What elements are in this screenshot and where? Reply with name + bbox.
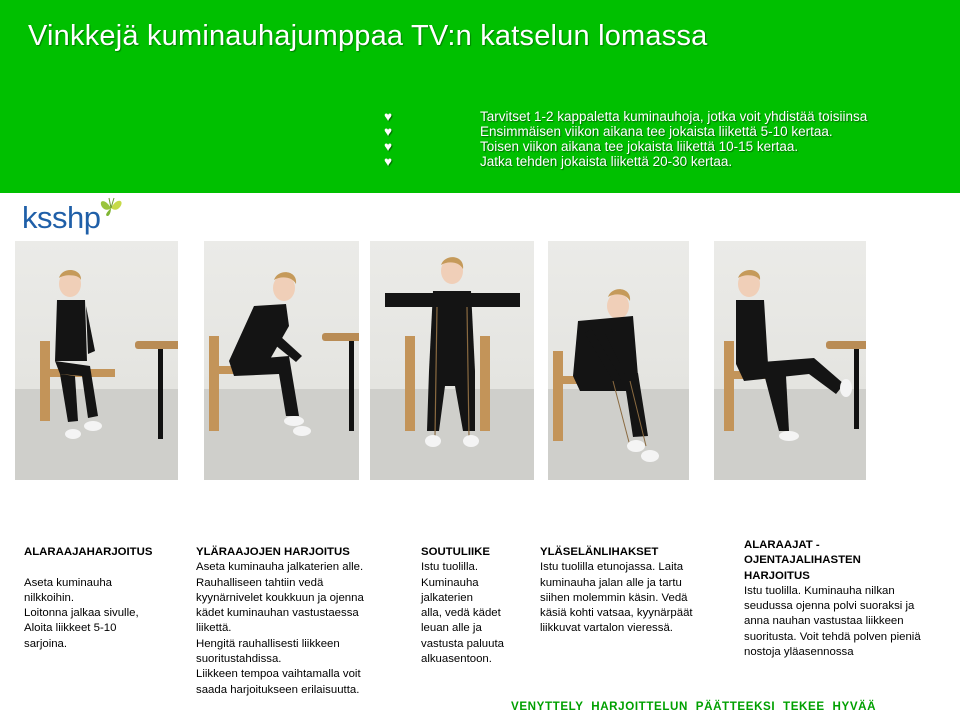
exercise-line: Rauhalliseen tahtiin vedä [196,576,324,589]
butterfly-icon [96,196,126,218]
exercise-description-4 [540,545,730,637]
exercise-heading: YLÄRAAJOJEN HARJOITUS [196,546,350,558]
exercise-line: Aloita liikkeet 5-10 [24,622,117,635]
exercise-line: Istu tuolilla. Kuminauha nilkan [744,584,895,597]
exercise-line: nostoja yläasennossa [744,646,854,659]
exercise-heading: YLÄSELÄNLIHAKSET [540,546,659,558]
tip-item [384,139,960,154]
exercise-line: kädet kuminauhan vastustaessa [196,607,359,620]
exercise-photo-4 [548,241,689,480]
tip-text: Ensimmäisen viikon aikana tee jokaista liikettä 5-10 kertaa. [480,124,833,139]
exercise-line: anna nauhan vastustaa liikkeen [744,615,904,628]
exercise-line: vastusta paluuta [421,637,504,650]
exercise-line: Istu tuolilla etunojassa. Laita [540,561,684,574]
exercise-heading: SOUTULIIKE [421,546,490,558]
exercise-description-5 [744,538,956,660]
tip-text: Tarvitset 1-2 kappaletta kuminauhoja, jotka voit yhdistää toisiinsa [480,109,868,124]
exercise-photo-1 [15,241,178,480]
exercise-line: kyynärnivelet koukkuun ja ojenna [196,591,364,604]
exercise-line: nilkkoihin. [24,591,75,604]
exercise-line: liikkuvat vartalon vieressä. [540,622,673,635]
exercise-photo-5 [714,241,866,480]
exercise-line: Aseta kuminauha jalkaterien alle. [196,561,364,574]
person-figure [724,266,864,466]
heart-icon: ♥ [384,109,393,124]
header-banner [0,0,960,193]
exercise-line [24,560,184,575]
exercise-line: kuminauha jalan alle ja tartu [540,576,682,589]
ksshp-logo [22,196,132,244]
person-figure [375,251,530,466]
exercise-line: seudussa ojenna polvi suoraksi ja [744,600,915,613]
exercise-line: alkuasentoon. [421,653,492,666]
exercise-photo-2 [204,241,359,480]
exercise-line: suoritusta. Voit tehdä polven pieniä [744,630,921,643]
exercise-line: Liikkeen tempoa vaihtamalla voit [196,668,361,681]
exercise-photo-3 [370,241,534,480]
exercise-line: saada harjoitukseen erilaisuutta. [196,683,360,696]
tip-item [384,109,960,124]
tip-item [384,154,960,169]
tip-text: Toisen viikon aikana tee jokaista liikettä 10-15 kertaa. [480,139,799,154]
exercise-line: Hengitä rauhallisesti liikkeen [196,637,340,650]
exercise-line: Loitonna jalkaa sivulle, [24,607,139,620]
exercise-line: käsiä kohti vatsaa, kyynärpäät [540,607,693,620]
exercise-heading: ALARAAJAHARJOITUS [24,546,153,558]
exercise-line: jalkaterien [421,591,473,604]
person-figure [40,266,150,466]
tips-list [384,109,960,169]
exercise-line: leuan alle ja [421,622,482,635]
exercise-line: Aseta kuminauha [24,576,113,589]
footer-note: VENYTTELY HARJOITTELUN PÄÄTTEEKSI TEKEE HYVÄÄ [511,700,877,713]
person-figure [214,266,334,466]
person-figure [558,261,678,471]
heart-icon: ♥ [384,139,393,154]
exercise-line: siihen molemmin käsin. Vedä [540,591,688,604]
exercise-line: alla, vedä kädet [421,607,501,620]
exercise-line: sarjoina. [24,637,68,650]
exercise-line: Kuminauha [421,576,479,589]
exercise-line: suoritustahdissa. [196,653,282,666]
exercise-heading: ALARAAJAT - OJENTAJALIHASTEN HARJOITUS [744,539,861,582]
logo-text: ksshp [22,200,101,235]
exercise-line: Istu tuolilla. [421,561,478,574]
exercise-description-2 [196,545,411,698]
heart-icon: ♥ [384,124,393,139]
tip-item [384,124,960,139]
exercise-description-3 [421,545,531,667]
exercise-description-1 [24,545,184,652]
page-title: Vinkkejä kuminauhajumppaa TV:n katselun lomassa [28,20,708,52]
exercise-line: liikettä. [196,622,232,635]
tip-text: Jatka tehden jokaista liikettä 20-30 kertaa. [480,154,733,169]
heart-icon: ♥ [384,154,393,169]
